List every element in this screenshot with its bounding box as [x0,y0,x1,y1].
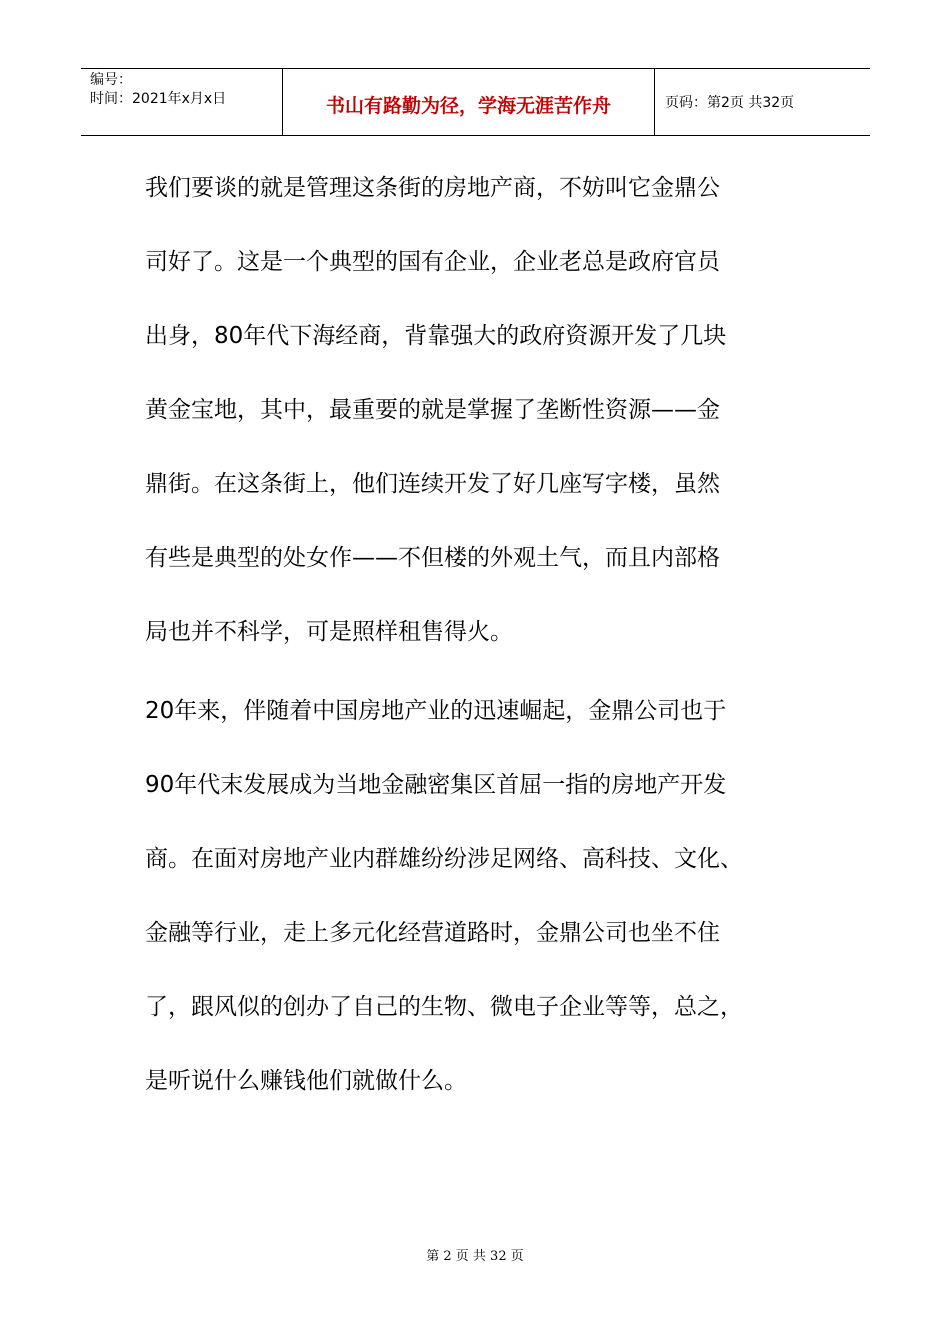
footer-page-number: 第 2 页 共 32 页 [426,1249,524,1264]
text-line: 90年代末发展成为当地金融密集区首屈一指的房地产开发 [145,772,727,798]
document-header [81,68,870,136]
text-line: 黄金宝地，其中，最重要的就是掌握了垄断性资源——金 [145,397,720,423]
text-line: 司好了。这是一个典型的国有企业，企业老总是政府官员 [145,249,720,275]
paragraph [145,674,815,1118]
text-line: 出身，80年代下海经商，背靠强大的政府资源开发了几块 [145,323,727,349]
page-footer [0,1245,950,1264]
text-line: 我们要谈的就是管理这条街的房地产商，不妨叫它金鼎公 [145,175,720,201]
header-meta-cell [81,69,283,135]
header-motto: 书山有路勤为径，学海无涯苦作舟 [325,94,611,117]
header-page-cell [655,69,870,135]
text-line: 金融等行业，走上多元化经营道路时，金鼎公司也坐不住 [145,920,720,946]
document-number-label: 编号： [90,72,132,88]
document-body [145,151,815,1118]
text-line: 商。在面对房地产业内群雄纷纷涉足网络、高科技、文化、 [145,846,743,872]
text-line: 鼎街。在这条街上，他们连续开发了好几座写字楼，虽然 [145,471,720,497]
text-line: 了，跟风似的创办了自己的生物、微电子企业等等，总之， [145,994,743,1020]
text-line: 局也并不科学，可是照样租售得火。 [145,619,513,645]
text-line: 有些是典型的处女作——不但楼的外观土气，而且内部格 [145,545,720,571]
header-motto-cell [283,69,655,135]
paragraph [145,151,815,669]
document-time-label: 时间：2021年x月x日 [90,91,227,107]
header-page-info: 页码：第2页 共32页 [665,95,795,111]
text-line: 是听说什么赚钱他们就做什么。 [145,1068,467,1094]
text-line: 20年来，伴随着中国房地产业的迅速崛起，金鼎公司也于 [145,698,727,724]
